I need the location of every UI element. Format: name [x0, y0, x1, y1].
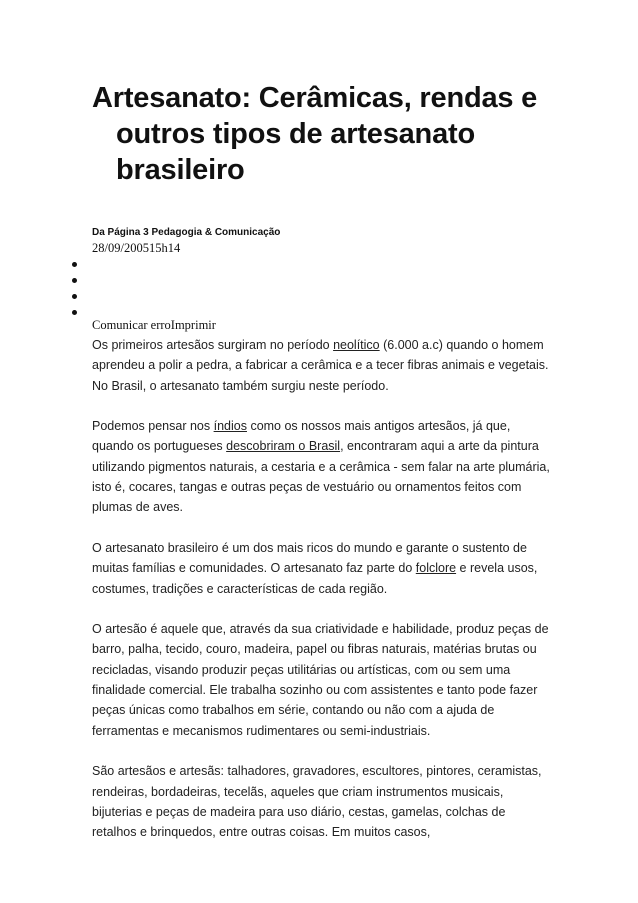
article-actions [92, 318, 216, 333]
article-title: Artesanato: Cerâmicas, rendas e outros tipos de artesanato brasileiro [92, 82, 538, 186]
report-error-link[interactable]: Comunicar erro [92, 318, 171, 332]
paragraph: O artesão é aquele que, através da sua criatividade e habilidade, produz peças de barro, palha, tecido, couro, madeira, papel ou fibras naturais, matérias brutas ou recicladas, visando produzir peças utilitárias ou artísticas, com ou sem uma finalidade comercial. Ele trabalha sozinho ou com assistentes e tanto pode fazer peças únicas como trabalhos em série, contando ou não com a ajuda de ferramentas e mecanismos rudimentares ou semi-industriais. [92, 622, 549, 738]
paragraph: São artesãos e artesãs: talhadores, gravadores, escultores, pintores, ceramistas, rendeiras, bordadeiras, tecelãs, aqueles que criam instrumentos musicais, bijuterias e peças de madeira para uso diário, cestas, gamelas, colchas de retalhos e brinquedos, entre outras coisas. Em muitos casos, [92, 764, 542, 840]
article-body [92, 335, 552, 863]
paragraph-text: como os nossos mais antigos artesãos, já que, quando os portugueses [92, 419, 511, 454]
paragraph-text: (6.000 a.c) quando o homem aprendeu a polir a pedra, a fabricar a cerâmica e a tecer fibras animais e vegetais. No Brasil, o artesanato também surgiu neste período. [92, 338, 549, 393]
paragraph-text: Os primeiros artesãos surgiram no período [92, 338, 334, 352]
paragraph [92, 416, 552, 517]
paragraph-text: e revela usos, costumes, tradições e características de cada região. [92, 561, 538, 596]
link-indios[interactable]: índios [213, 419, 247, 434]
paragraph [92, 335, 552, 396]
link-folclore[interactable]: folclore [415, 561, 457, 576]
link-neolitico[interactable]: neolítico [333, 338, 380, 352]
paragraph-text: , encontraram aqui a arte da pintura utilizando pigmentos naturais, a cestaria e a cerâmica - sem falar na arte plumária, isto é, cocares, tangas e outras peças de vestuário ou ornamentos feitos com plumas de aves. [92, 439, 550, 515]
paragraph-text: Podemos pensar nos [92, 419, 214, 434]
article-source: Da Página 3 Pedagogia & Comunicação [92, 227, 281, 238]
paragraph-text: O artesanato brasileiro é um dos mais ricos do mundo e garante o sustento de muitas famílias e comunidades. O artesanato faz parte do [92, 540, 527, 576]
link-descobriram-o-brasil[interactable]: descobriram o Brasil [226, 439, 341, 454]
paragraph [92, 538, 552, 599]
article-date: 28/09/200515h14 [92, 241, 181, 255]
print-link[interactable]: Imprimir [170, 318, 216, 332]
